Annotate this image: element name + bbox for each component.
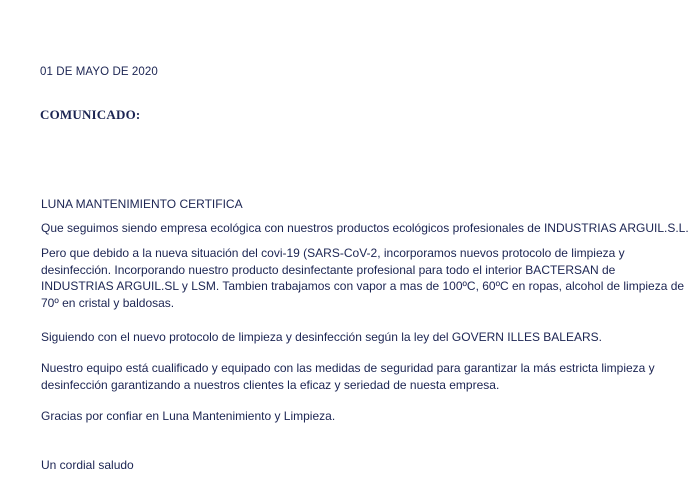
letter-date: 01 DE MAYO DE 2020 bbox=[40, 66, 158, 78]
paragraph-line: desinfección. Incorporando nuestro producto desinfectante profesional para todo el interior BACTERSAN de bbox=[41, 262, 616, 277]
paragraph-line: desinfección garantizando a nuestros clientes la eficaz y seriedad de nuesta empresa. bbox=[41, 377, 500, 392]
paragraph-ecological-products: Que seguimos siendo empresa ecológica con nuestros productos ecológicos profesionales de INDUSTRIAS ARGUIL.S.L. bbox=[41, 221, 689, 235]
paragraph-line: Pero que debido a la nueva situación del covi-19 (SARS-CoV-2, incorporamos nuevos protocolo de limpieza y bbox=[41, 246, 625, 260]
paragraph-covid-protocol bbox=[41, 245, 684, 311]
paragraph-regulation: Siguiendo con el nuevo protocolo de limpieza y desinfección según la ley del GOVERN ILLES BALEARS. bbox=[41, 330, 602, 344]
paragraph-team-qualified bbox=[41, 360, 655, 393]
paragraph-thanks: Gracias por confiar en Luna Mantenimiento y Limpieza. bbox=[41, 409, 336, 423]
paragraph-line: INDUSTRIAS ARGUIL.SL y LSM. Tambien trabajamos con vapor a mas de 100ºC, 60ºC en ropas, alcohol de limpieza de bbox=[41, 279, 685, 293]
closing-salutation: Un cordial saludo bbox=[41, 458, 134, 472]
certifies-line: LUNA MANTENIMIENTO CERTIFICA bbox=[41, 197, 243, 211]
paragraph-line: 70º en cristal y baldosas. bbox=[41, 295, 175, 310]
letter-heading: COMUNICADO: bbox=[40, 107, 141, 122]
paragraph-line: Nuestro equipo está cualificado y equipado con las medidas de seguridad para garantizar la más estricta limpieza y bbox=[41, 361, 655, 375]
